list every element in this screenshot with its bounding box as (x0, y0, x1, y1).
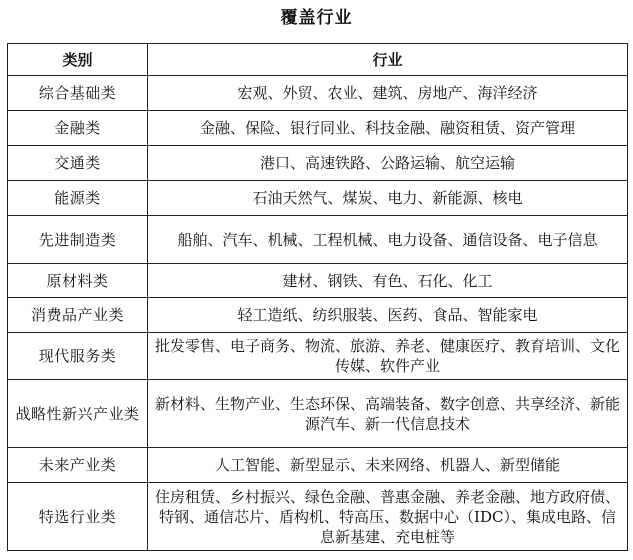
table-row (8, 298, 628, 333)
category-cell: 交通类 (8, 146, 148, 181)
header-industry: 行业 (148, 44, 628, 76)
industry-coverage-table (7, 43, 628, 551)
industries-cell: 港口、高速铁路、公路运输、航空运输 (148, 146, 628, 181)
category-cell: 消费品产业类 (8, 298, 148, 333)
industries-cell: 船舶、汽车、机械、工程机械、电力设备、通信设备、电子信息 (148, 216, 628, 264)
industries-cell: 石油天然气、煤炭、电力、新能源、核电 (148, 181, 628, 216)
table-row (8, 76, 628, 111)
industries-cell: 新材料、生物产业、生态环保、高端装备、数字创意、共享经济、新能源汽车、新一代信息技术 (148, 380, 628, 448)
header-row (8, 44, 628, 76)
category-cell: 特选行业类 (8, 483, 148, 551)
table-row (8, 448, 628, 483)
table-row (8, 380, 628, 448)
category-cell: 现代服务类 (8, 333, 148, 380)
industries-cell: 批发零售、电子商务、物流、旅游、养老、健康医疗、教育培训、文化传媒、软件产业 (148, 333, 628, 380)
industries-cell: 住房租赁、乡村振兴、绿色金融、普惠金融、养老金融、地方政府债、特钢、通信芯片、盾构机、特高压、数据中心（IDC）、集成电路、信息新基建、充电桩等 (148, 483, 628, 551)
table-row (8, 146, 628, 181)
table-row (8, 333, 628, 380)
table-row (8, 483, 628, 551)
category-cell: 先进制造类 (8, 216, 148, 264)
header-category: 类别 (8, 44, 148, 76)
industries-cell: 轻工造纸、纺织服装、医药、食品、智能家电 (148, 298, 628, 333)
industries-cell: 宏观、外贸、农业、建筑、房地产、海洋经济 (148, 76, 628, 111)
table-title: 覆盖行业 (280, 8, 353, 28)
table-row (8, 264, 628, 298)
category-cell: 未来产业类 (8, 448, 148, 483)
category-cell: 能源类 (8, 181, 148, 216)
industries-cell: 建材、钢铁、有色、石化、化工 (148, 264, 628, 298)
table-row (8, 216, 628, 264)
category-cell: 金融类 (8, 111, 148, 146)
industries-cell: 人工智能、新型显示、未来网络、机器人、新型储能 (148, 448, 628, 483)
category-cell: 战略性新兴产业类 (8, 380, 148, 448)
table-row (8, 111, 628, 146)
category-cell: 综合基础类 (8, 76, 148, 111)
industries-cell: 金融、保险、银行同业、科技金融、融资租赁、资产管理 (148, 111, 628, 146)
category-cell: 原材料类 (8, 264, 148, 298)
table-row (8, 181, 628, 216)
